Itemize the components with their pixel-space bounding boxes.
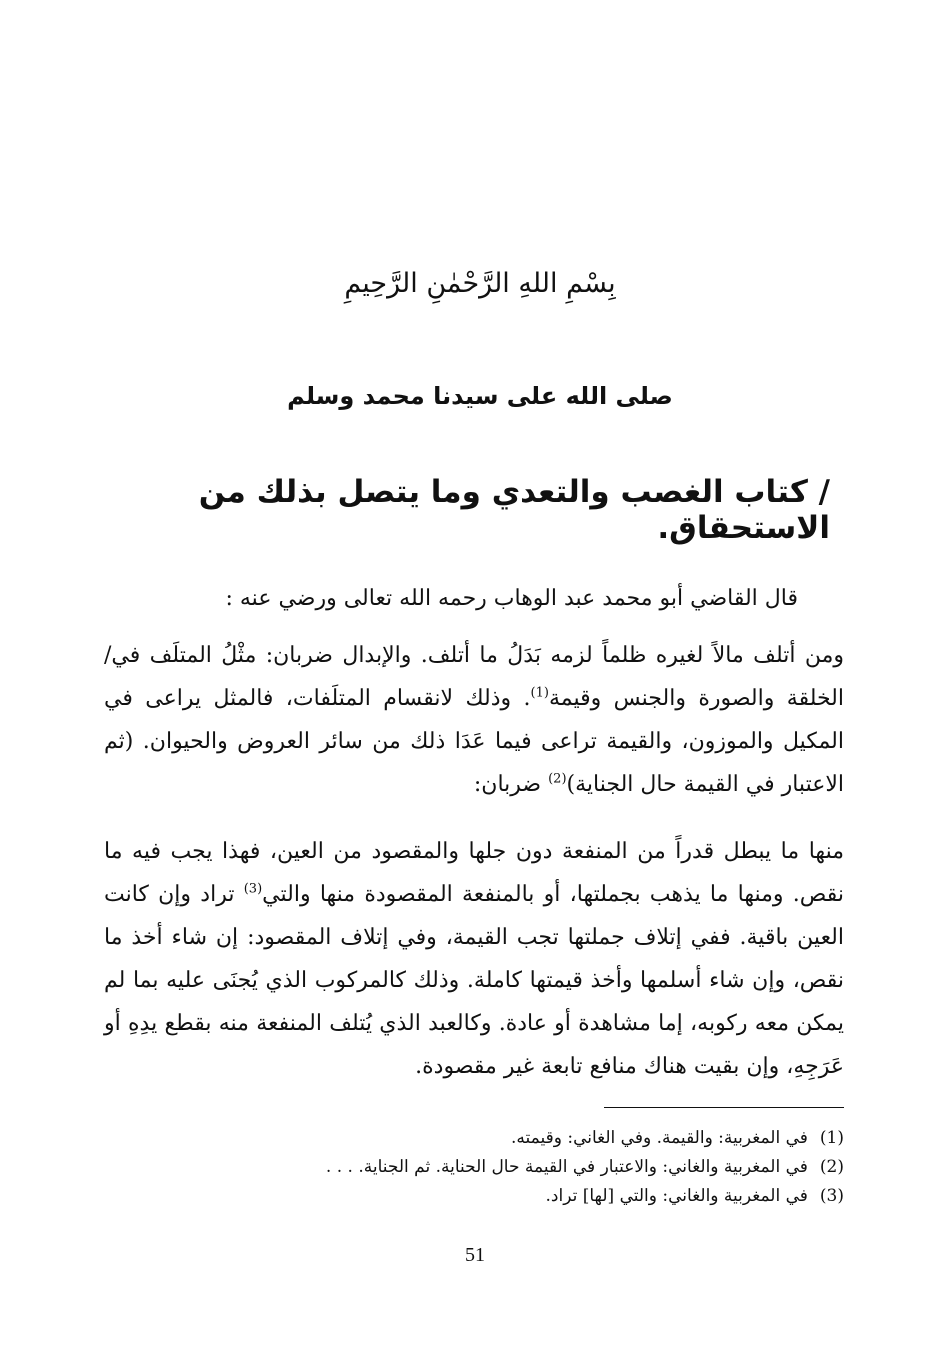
paragraph-2-text-a: منها ما يبطل قدراً من المنفعة دون جلها والمقصود من العين، فهذا يجب فيه ما نقص. ومنها ما يذهب بجملتها، أو بالمنفعة المقصودة منها والتي [104,839,844,907]
paragraph-1-text-a: ومن أتلف مالاً لغيره ظلماً لزمه بَدَلُ ما أتلف. والإبدال ضربان: مثْلُ المتلَف في/ الخلقة والصورة والجنس وقيمة [104,643,844,711]
basmala-heading: بِسْمِ اللهِ الرَّحْمٰنِ الرَّحِيمِ [344,268,616,299]
footnote-number: (2) [819,1157,844,1177]
footnote-text: في المغربية والغاني: والاعتبار في القيمة حال الحناية. ثم الجناية. . . . [325,1157,808,1177]
salutation-line: صلى الله على سيدنا محمد وسلم [287,382,673,410]
footnote-text: في المغربية: والقيمة. وفي الغاني: وقيمته. [511,1128,808,1148]
footnote-separator [604,1107,844,1108]
footnote-text: في المغربية والغاني: والتي [لها] تراد. [545,1186,808,1206]
body-paragraph-2 [104,830,844,1088]
footnote-number: (3) [819,1186,844,1206]
paragraph-1-text-b: . وذلك لانقسام المتلَفات، فالمثل يراعى في المكيل والموزون، والقيمة تراعى فيما عَدَا ذلك من سائر العروض والحيوان. (ثم الاعتبار في القيمة حال الجناية) [104,686,844,797]
footnote-ref-2: (2) [548,771,567,787]
footnote-ref-3: (3) [243,881,263,897]
footnote-ref-1: (1) [530,685,549,701]
footnote-item [104,1124,844,1153]
footnote-item [104,1153,844,1182]
page-number: 51 [465,1244,485,1266]
chapter-title: / كتاب الغصب والتعدي وما يتصل بذلك من الاستحقاق. [198,474,830,546]
paragraph-1-text-c: ضربان: [473,772,549,797]
footnote-number: (1) [819,1128,844,1148]
paragraph-2-text-b: تراد وإن كانت العين باقية. ففي إتلاف جملتها تجب القيمة، وفي إتلاف المقصود: إن شاء أخذ ما نقص، وإن شاء أسلمها وأخذ قيمتها كاملة. وذلك كالمركوب الذي يُجنَى عليه بما لم يمكن معه ركوبه، إما مشاهدة أو عادة. وكالعبد الذي يُتلف المنفعة منه بقطع يدِهِ أو عَرَجِهِ، وإن بقيت هناك منافع تابعة غير مقصودة. [104,882,844,1079]
body-paragraph-1 [104,634,844,806]
intro-line: قال القاضي أبو محمد عبد الوهاب رحمه الله تعالى ورضي عنه : [225,586,798,611]
footnotes [104,1124,844,1211]
footnote-item [104,1182,844,1211]
